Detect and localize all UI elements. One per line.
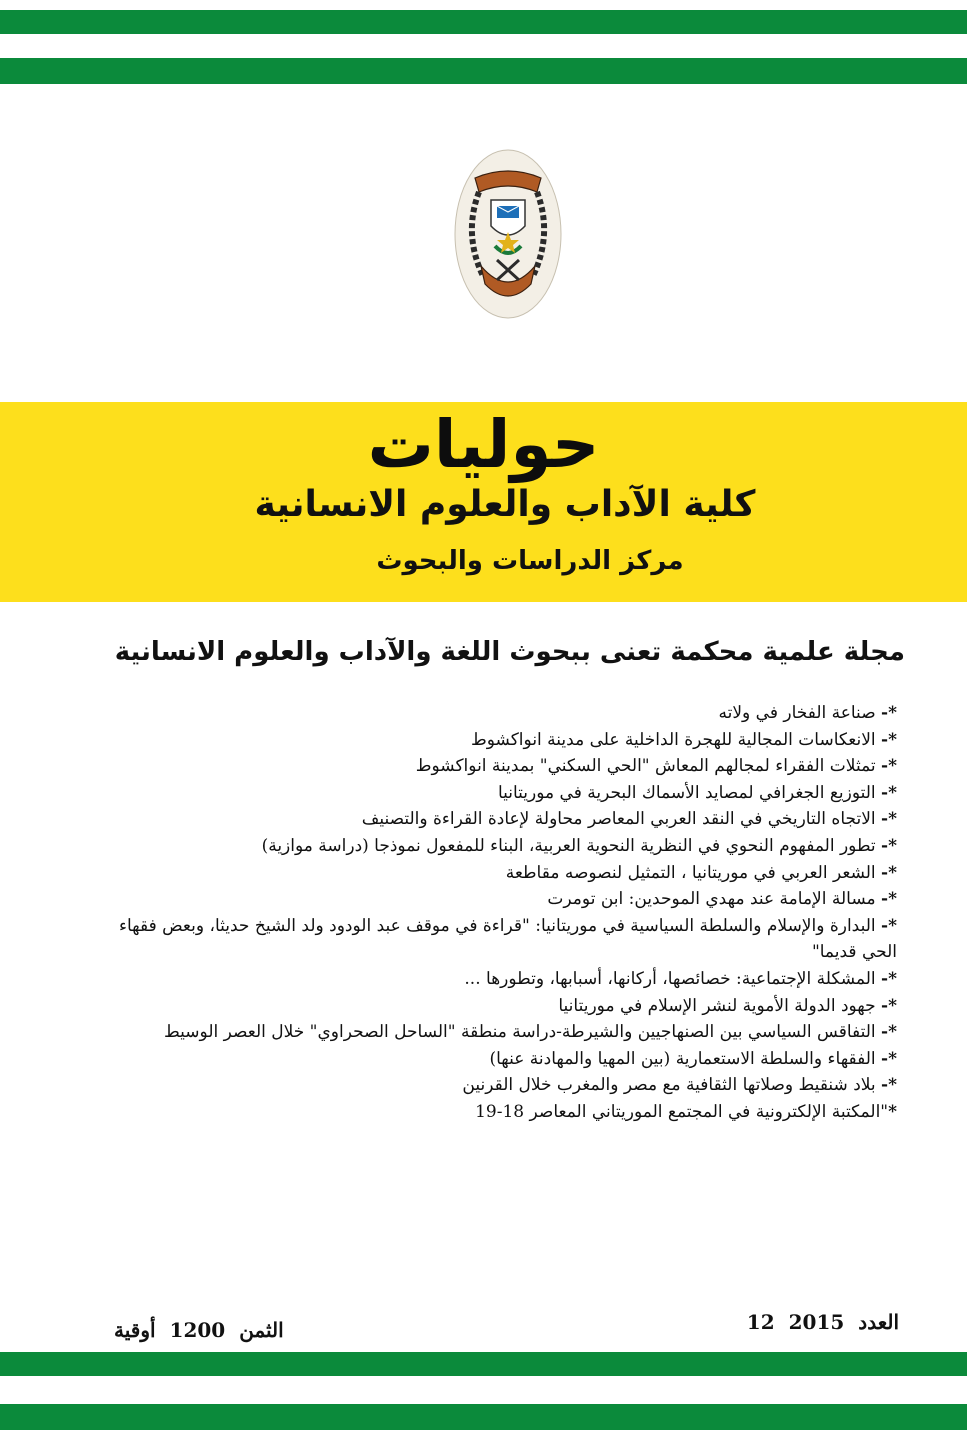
price-value: 1200 <box>169 1318 226 1342</box>
top-stripe-2 <box>0 58 967 84</box>
issue-info <box>659 1310 899 1334</box>
toc-item: *"المكتبة الإلكترونية في المجتمع الموريتاني المعاصر 18-19 <box>475 1101 897 1122</box>
toc-item: *- الانعكاسات المجالية للهجرة الداخلية على مدينة انواكشوط <box>471 729 897 750</box>
toc-item: *- الاتجاه التاريخي في النقد العربي المعاصر محاولة لإعادة القراءة والتصنيف <box>361 809 897 830</box>
issue-year: 2015 <box>788 1310 845 1334</box>
toc-item: *- التفاقس السياسي بين الصنهاجيين والشيرطة-دراسة منطقة "الساحل الصحراوي" خلال العصر الوسيط <box>164 1022 897 1043</box>
toc-item: *- جهود الدولة الأموية لنشر الإسلام في موريتانيا <box>558 995 897 1016</box>
issue-number: 12 <box>746 1310 775 1334</box>
university-emblem <box>453 148 563 320</box>
bottom-stripe-2 <box>0 1404 967 1430</box>
toc-item: *- البدارة والإسلام والسلطة السياسية في موريتانيا: "قراءة في موقف عبد الودود ولد الشيخ حديثا، وبعض فقهاء الحي قديما" <box>118 915 897 963</box>
toc-item: *- المشكلة الإجتماعية: خصائصها، أركانها، أسبابها، وتطورها ... <box>464 968 897 989</box>
price-currency: أوقية <box>114 1318 156 1342</box>
toc-item: *- تمثلات الفقراء لمجالهم المعاش "الحي السكني" بمدينة انواكشوط <box>415 756 897 777</box>
toc-item: *- تطور المفهوم النحوي في النظرية النحوية العربية، البناء للمفعول نموذجا (دراسة موازية) <box>261 835 897 856</box>
toc-item: *- بلاد شنقيط وصلاتها الثقافية مع مصر والمغرب خلال القرنين <box>462 1075 897 1096</box>
top-stripe-1 <box>0 10 967 34</box>
faculty-name: كلية الآداب والعلوم الانسانية <box>254 484 756 525</box>
issue-label: العدد <box>858 1310 899 1334</box>
price-label: الثمن <box>239 1318 284 1342</box>
journal-tagline: مجلة علمية محكمة تعنى ببحوث اللغة والآداب والعلوم الانسانية <box>114 637 905 667</box>
toc-item: *- صناعة الفخار في ولاته <box>718 703 897 723</box>
journal-title: حوليات <box>367 406 600 483</box>
table-of-contents <box>97 700 897 1126</box>
bottom-stripe-1 <box>0 1352 967 1376</box>
toc-item: *- الفقهاء والسلطة الاستعمارية (بين المهيا والمهادنة عنها) <box>489 1048 897 1069</box>
price-info <box>100 1318 300 1342</box>
toc-item: *- الشعر العربي في موريتانيا ، التمثيل لنصوصه مقاطعة <box>505 862 897 883</box>
center-name: مركز الدراسات والبحوث <box>376 546 684 576</box>
toc-item: *- مسالة الإمامة عند مهدي الموحدين: ابن تومرت <box>547 889 897 910</box>
toc-item: *- التوزيع الجغرافي لمصايد الأسماك البحرية في موريتانيا <box>497 782 897 803</box>
